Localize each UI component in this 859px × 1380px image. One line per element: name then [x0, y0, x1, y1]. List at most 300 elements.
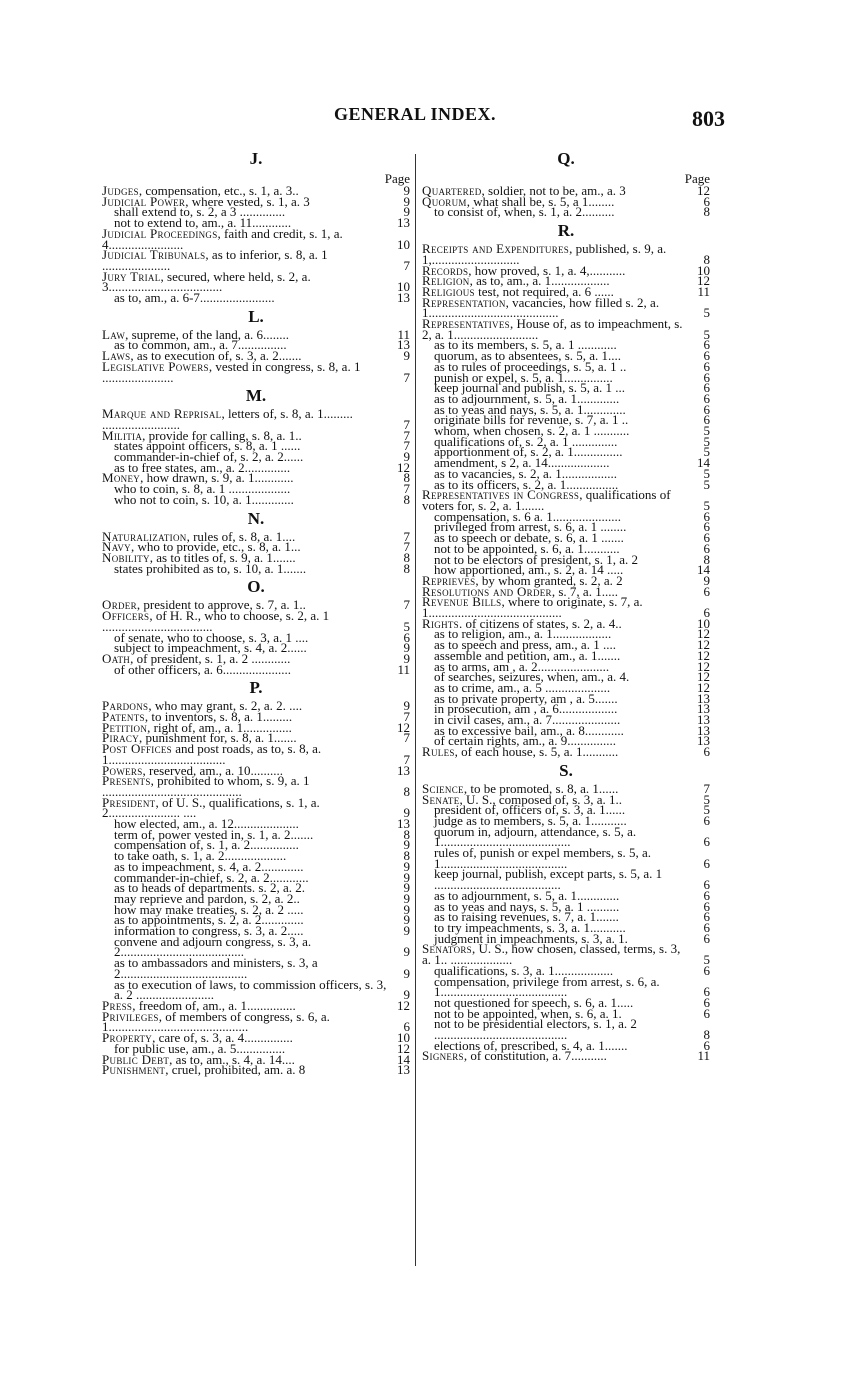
- entry-page-number: 5: [703, 952, 710, 968]
- entry-detail: , letters of, s. 8, a. 1......... ........................: [102, 406, 353, 432]
- entry-heading: Punishment: [102, 1062, 166, 1078]
- entry-heading: Rights: [422, 615, 459, 631]
- entry-page-number: 12: [697, 647, 710, 663]
- entry-heading: Nobility: [102, 549, 150, 565]
- section-letter: L.: [248, 306, 264, 326]
- index-section: [102, 306, 410, 384]
- entry-page-number: 5: [703, 497, 710, 513]
- entry-page-number: 9: [403, 837, 410, 853]
- entry-text: [422, 204, 688, 220]
- index-section: [422, 148, 710, 218]
- entry-page-number: 9: [403, 858, 410, 874]
- right-column: [422, 146, 710, 1062]
- entry-page-number: 7: [403, 730, 410, 746]
- entry-page-number: 8: [403, 470, 410, 486]
- entry-page-number: 12: [697, 679, 710, 695]
- entry-page-number: 6: [703, 930, 710, 946]
- entry-detail: for public use, am., a. 5...............: [114, 1040, 286, 1056]
- entry-detail: as to execution of laws, to commission officers, s. 3, a. 2 ........................: [114, 976, 387, 1003]
- entry-page-number: 6: [703, 812, 710, 828]
- entry-detail: who not to coin, s. 10, a. 1.............: [114, 491, 294, 507]
- entry-detail: quorum, as to absentees, s. 5, a. 1....: [434, 348, 622, 364]
- entry-heading: Law: [102, 326, 126, 342]
- entry-heading: Judges: [102, 183, 139, 198]
- entry-detail: as to arms, am , a. 2......................: [434, 658, 610, 674]
- index-section: [102, 508, 410, 575]
- entry-heading: Senators: [422, 941, 472, 957]
- entry-detail: apportionment of, s. 2, a. 1...............: [434, 444, 623, 460]
- entry-detail: , provide for calling, s. 8, a. 1..: [142, 427, 302, 443]
- entry-detail: , to inventors, s. 8, a. 1.........: [144, 709, 293, 725]
- entry-heading: Judicial Tribunals: [102, 247, 206, 263]
- index-section: [102, 576, 410, 675]
- entry-detail: not to be appointed, s. 6, a. 1...........: [434, 540, 620, 556]
- entry-heading: Receipts and Expenditures: [422, 241, 570, 257]
- column-rule: [415, 154, 416, 1266]
- entry-detail: as to its members, s. 5, a. 1 ............: [434, 337, 617, 353]
- entry-detail: how elected, am., a. 12....................: [114, 816, 299, 832]
- entry-heading: Rules: [422, 744, 455, 760]
- entry-page-number: 13: [397, 762, 410, 778]
- entry-detail: as to rules of proceedings, s. 5, a. 1 ..: [434, 358, 627, 374]
- entry-detail: , cruel, prohibited, am. a. 8: [165, 1062, 306, 1078]
- entry-page-number: 6: [703, 834, 710, 850]
- entry-page-number: 13: [397, 1062, 410, 1078]
- entry-page-number: 8: [403, 549, 410, 565]
- index-subentry: [422, 204, 710, 220]
- entry-detail: , secured, where held, s. 2, a. 3...................................: [102, 268, 311, 295]
- entry-page-number: 7: [403, 528, 410, 544]
- entry-page-number: 7: [403, 751, 410, 767]
- entry-detail: as to speech or debate, s. 6, a. 1 .......: [434, 530, 624, 546]
- entry-detail: , s. 7, a. 1.....: [551, 583, 618, 599]
- entry-page-number: 6: [703, 519, 710, 535]
- entry-heading: Judicial Proceedings: [102, 225, 218, 241]
- entry-detail: keep journal and publish, s. 5, a. 1 ...: [434, 380, 625, 396]
- entry-detail: to take oath, s. 1, a. 2...................: [114, 848, 287, 864]
- entry-page-number: 10: [397, 279, 410, 295]
- entry-heading: Religion: [422, 273, 470, 289]
- entry-page-number: 9: [403, 987, 410, 1003]
- entry-heading: Resolutions and Order: [422, 583, 552, 599]
- section-letter: R.: [557, 221, 575, 241]
- entry-heading: Powers: [102, 762, 143, 778]
- entry-heading: Laws: [102, 348, 131, 364]
- entry-detail: , reserved, am., a. 10..........: [142, 762, 283, 778]
- entry-page-number: 6: [703, 337, 710, 353]
- running-head: [0, 104, 859, 132]
- entry-page-number: 6: [703, 380, 710, 396]
- entry-detail: judgment in impeachments, s. 3, a. 1.: [434, 930, 628, 946]
- entry-page-number: 12: [397, 1040, 410, 1056]
- index-section: [102, 677, 410, 1076]
- entry-detail: , compensation, etc., s. 1, a. 3..: [138, 183, 299, 198]
- entry-page-number: 11: [697, 283, 710, 299]
- entry-page-number: 6: [703, 348, 710, 364]
- entry-detail: as to appointments, s. 2, a. 2.............: [114, 912, 304, 928]
- entry-detail: privileged from arrest, s. 6, a. 1 ........: [434, 519, 627, 535]
- entry-page-number: 6: [703, 540, 710, 556]
- entry-detail: as to vacancies, s. 2, a. 1.................: [434, 465, 618, 481]
- entry-detail: , punishment for, s. 8, a. 1.......: [139, 730, 297, 746]
- entry-detail: not to be appointed, when, s. 6, a. 1.: [434, 1005, 622, 1021]
- entry-page-number: 12: [697, 626, 710, 642]
- entry-page-number: 9: [703, 572, 710, 588]
- entry-heading: Senate: [422, 791, 460, 807]
- entry-detail: amendment, s 2, a. 14...................: [434, 455, 610, 471]
- entry-detail: , how drawn, s. 9, a. 1............: [140, 470, 294, 486]
- entry-page-number: 5: [703, 802, 710, 818]
- entry-detail: , of each house, s. 5, a. 1...........: [454, 744, 619, 760]
- entry-page-number: 6: [703, 583, 710, 599]
- entry-heading: Privileges: [102, 1008, 159, 1024]
- entry-detail: term of, power vested in, s. 1, a. 2.......: [114, 826, 314, 842]
- entry-detail: of searches, seizures, when, am., a. 4.: [434, 669, 630, 685]
- entry-page-number: 12: [697, 273, 710, 289]
- entry-page-number: 6: [703, 390, 710, 406]
- entry-heading: Science: [422, 780, 464, 796]
- entry-page-number: 7: [403, 438, 410, 454]
- entry-page-number: 9: [403, 901, 410, 917]
- entry-page-number: 6: [703, 984, 710, 1000]
- index-subentry: [102, 560, 410, 576]
- entry-heading: Records: [422, 262, 469, 278]
- entry-detail: , who to provide, etc., s. 8, a. 1...: [130, 539, 301, 555]
- entry-detail: as to its officers, s. 2, a. 1................: [434, 476, 619, 492]
- entry-page-number: 9: [403, 183, 410, 198]
- entry-page-number: 9: [403, 650, 410, 666]
- entry-detail: compensation, privilege from arrest, s. 6, a. 1.......................................: [434, 973, 660, 1000]
- entry-heading: Revenue Bills: [422, 594, 502, 610]
- entry-page-number: 6: [403, 629, 410, 645]
- entry-heading: Petition: [102, 719, 148, 735]
- entry-detail: as to free states, am., a. 2..............: [114, 459, 291, 475]
- entry-detail: as to impeachment, s. 4, a. 2.............: [114, 858, 304, 874]
- entry-heading: Jury Trial: [102, 268, 161, 284]
- entry-heading: Quartered: [422, 183, 482, 198]
- entry-page-number: 12: [697, 658, 710, 674]
- index-section: [422, 760, 710, 1062]
- entry-page-number: 14: [397, 1051, 410, 1067]
- entry-page-number: 9: [403, 965, 410, 981]
- entry-detail: , freedom of, am., a. 1...............: [132, 998, 296, 1013]
- index-entry: [422, 1048, 710, 1064]
- entry-heading: Representatives: [422, 316, 510, 332]
- entry-detail: in civil cases, am., a. 7.....................: [434, 712, 621, 728]
- entry-page-number: 8: [403, 848, 410, 864]
- entry-page-number: 6: [703, 855, 710, 871]
- entry-page-number: 9: [403, 640, 410, 656]
- entry-page-number: 5: [703, 465, 710, 481]
- entry-text: [422, 744, 688, 760]
- entry-page-number: 9: [403, 449, 410, 465]
- entry-page-number: 8: [703, 551, 710, 567]
- entry-page-number: 8: [403, 826, 410, 842]
- entry-page-number: 6: [703, 508, 710, 524]
- entry-detail: may reprieve and pardon, s. 2, a. 2..: [114, 890, 300, 906]
- entry-heading: Religious: [422, 283, 475, 299]
- entry-page-number: 6: [403, 1019, 410, 1035]
- entry-page-number: 12: [397, 719, 410, 735]
- entry-page-number: 13: [397, 215, 410, 231]
- entry-page-number: 7: [403, 369, 410, 385]
- entry-heading: Presents: [102, 773, 151, 789]
- entry-heading: Post Offices: [102, 741, 172, 757]
- entry-text: [102, 290, 388, 306]
- entry-page-number: 9: [403, 890, 410, 906]
- entry-text: [102, 560, 388, 576]
- entry-detail: , vested in congress, s. 8, a. 1 ......................: [102, 358, 361, 385]
- entry-detail: , qualifications of voters for, s. 2, a. 1.......: [422, 487, 671, 513]
- entry-heading: Press: [102, 998, 133, 1013]
- entry-detail: , what shall be, s. 5, a 1........: [466, 193, 615, 209]
- entry-detail: how may make treaties, s. 2, a. 2 .....: [114, 901, 304, 917]
- entry-detail: originate bills for revenue, s. 7, a. 1 ..: [434, 412, 629, 428]
- entry-detail: not questioned for speech, s. 6, a. 1.....: [434, 994, 634, 1010]
- entry-detail: states prohibited as to, s. 10, a. 1.......: [114, 560, 307, 576]
- entry-page-number: 5: [703, 791, 710, 807]
- entry-page-number: 12: [697, 669, 710, 685]
- entry-page-number: 14: [697, 562, 710, 578]
- entry-detail: , how proved, s. 1, a. 4,...........: [468, 262, 626, 278]
- entry-detail: as to raising revenues, s. 7, a. 1.......: [434, 909, 619, 925]
- entry-page-number: 7: [403, 597, 410, 613]
- entry-detail: , soldier, not to be, am., a. 3: [481, 183, 626, 198]
- entry-detail: compensation of, s. 1, a. 2...............: [114, 837, 299, 853]
- entry-detail: to consist of, when, s. 1, a. 2..........: [434, 204, 615, 220]
- entry-page-number: 6: [703, 530, 710, 546]
- entry-page-number: 10: [397, 1030, 410, 1046]
- entry-detail: how apportioned, am., s. 2, a. 14 .....: [434, 562, 624, 578]
- entry-detail: as to excessive bail, am., a. 8............: [434, 722, 624, 738]
- entry-detail: , as to, am., a. 1..................: [469, 273, 610, 289]
- entry-detail: as to religion, am., a. 1..................: [434, 626, 612, 642]
- entry-page-number: 6: [703, 962, 710, 978]
- entry-page-number: 9: [403, 944, 410, 960]
- entry-page-number: 13: [397, 337, 410, 353]
- entry-detail: as to speech and press, am., a. 1 ....: [434, 637, 616, 653]
- entry-page-number: 7: [703, 780, 710, 796]
- entry-page-number: 6: [703, 744, 710, 760]
- entry-page-number: 6: [703, 412, 710, 428]
- entry-detail: , as to, am., s. 4, a. 14....: [169, 1051, 295, 1067]
- entry-detail: assemble and petition, am., a. 1.......: [434, 647, 621, 663]
- entry-text: [102, 358, 388, 385]
- entry-detail: commander-in-chief, s. 2, a. 2............: [114, 869, 309, 885]
- entry-detail: as to, am., a. 6-7.......................: [114, 290, 275, 306]
- entry-heading: Militia: [102, 427, 143, 443]
- entry-page-number: 9: [403, 923, 410, 939]
- entry-page-number: 6: [703, 193, 710, 209]
- entry-page-number: 13: [697, 690, 710, 706]
- section-letter: S.: [559, 760, 573, 780]
- entry-detail: , as to execution of, s. 3, a. 2.......: [130, 348, 302, 364]
- entry-heading: Signers: [422, 1048, 464, 1064]
- entry-detail: , of constitution, a. 7...........: [463, 1048, 607, 1064]
- entry-page-number: 10: [697, 262, 710, 278]
- entry-page-number: 8: [403, 783, 410, 799]
- entry-page-number: 5: [703, 433, 710, 449]
- entry-page-number: 12: [697, 637, 710, 653]
- entry-heading: Order: [102, 597, 137, 613]
- entry-detail: , vacancies, how filled s. 2, a. 1........................................: [422, 294, 660, 321]
- entry-heading: Quorum: [422, 193, 467, 209]
- section-letter: P.: [249, 678, 263, 698]
- entry-page-number: 6: [703, 898, 710, 914]
- entry-detail: , to be promoted, s. 8, a. 1......: [463, 780, 619, 796]
- entry-detail: , of president, s. 1, a. 2 ............: [130, 650, 291, 666]
- entry-page-number: 13: [697, 712, 710, 728]
- left-column: [102, 146, 410, 1076]
- entry-detail: as to heads of departments. s. 2, a. 2.: [114, 880, 305, 896]
- entry-page-number: 11: [397, 661, 410, 677]
- index-entry: [422, 744, 710, 760]
- entry-page-number: 13: [697, 733, 710, 749]
- entry-heading: Property: [102, 1030, 153, 1046]
- entry-detail: in prosecution, am , a. 6..................: [434, 701, 618, 717]
- entry-heading: President: [102, 794, 156, 810]
- index-entry: [102, 358, 410, 385]
- entry-page-number: 6: [703, 909, 710, 925]
- entry-detail: quorum in, adjourn, attendance, s. 5, a. 1........................................: [434, 823, 637, 850]
- entry-detail: , House of, as to impeachment, s. 2, a. 1..........................: [422, 316, 683, 342]
- entry-page-number: 8: [703, 204, 710, 220]
- entry-page-number: 6: [703, 1005, 710, 1021]
- index-subentry: [102, 290, 410, 306]
- entry-page-number: 6: [703, 605, 710, 621]
- entry-detail: , where to originate, s. 7, a. 1.........................................: [422, 594, 643, 621]
- index-entry: [102, 1062, 410, 1078]
- index-subentry: [102, 661, 410, 677]
- entry-page-number: 6: [703, 920, 710, 935]
- entry-page-number: 6: [703, 1037, 710, 1053]
- entry-page-number: 5: [703, 476, 710, 492]
- entry-page-number: 7: [403, 709, 410, 725]
- entry-page-number: 9: [403, 880, 410, 896]
- entry-detail: , who may grant, s. 2, a. 2. ....: [148, 698, 303, 714]
- entry-detail: , as to titles of, s. 9, a. 1.......: [149, 549, 296, 565]
- entry-heading: Navy: [102, 539, 131, 555]
- entry-page-number: 12: [697, 183, 710, 198]
- entry-detail: , care of, s. 3, a. 4...............: [152, 1030, 293, 1046]
- entry-detail: subject to impeachment, s. 4, a. 2......: [114, 640, 307, 656]
- entry-detail: rules of, punish or expel members, s. 5, a. 1.......................................: [434, 845, 651, 871]
- entry-heading: Representatives in Congress: [422, 487, 580, 503]
- entry-detail: , as to inferior, s. 8, a. 1 .....................: [102, 247, 328, 273]
- entry-page-number: 13: [397, 290, 410, 306]
- entry-detail: as to adjournment, s. 5, a. 1.............: [434, 887, 620, 903]
- entry-detail: of senate, who to choose, s. 3, a. 1 ....: [114, 629, 309, 645]
- entry-heading: Legislative Powers: [102, 358, 209, 374]
- index-section: [422, 220, 710, 758]
- entry-detail: , right of, am., a. 1...............: [147, 719, 292, 735]
- entry-page-number: 6: [703, 887, 710, 903]
- entry-detail: who to coin, s. 8, a. 1 ...................: [114, 481, 291, 497]
- entry-page-number: 14: [697, 455, 710, 471]
- entry-page-number: 9: [403, 912, 410, 928]
- entry-text: [422, 1048, 688, 1064]
- entry-detail: of certain rights, am., a. 9...............: [434, 733, 616, 749]
- entry-page-number: 7: [403, 257, 410, 273]
- entry-detail: elections of, prescribed, s. 4, a. 1.......: [434, 1037, 628, 1053]
- entry-heading: Officers: [102, 608, 150, 624]
- entry-detail: , of members of congress, s. 6, a. 1...........................................: [102, 1008, 330, 1035]
- entry-page-number: 6: [703, 877, 710, 893]
- entry-page-number: 8: [403, 491, 410, 507]
- entry-detail: commander-in-chief of, s. 2, a. 2......: [114, 449, 304, 465]
- entry-page-number: 7: [403, 416, 410, 432]
- entry-detail: as to private property, am , a. 5.......: [434, 690, 618, 706]
- entry-detail: not to extend to, am., a. 11............: [114, 215, 292, 231]
- entry-page-number: 13: [697, 722, 710, 738]
- entry-detail: and post roads, as to, s. 8, a. 1....................................: [102, 741, 322, 767]
- entry-page-number: 8: [403, 560, 410, 576]
- entry-detail: qualifications, s. 3, a. 1..................: [434, 962, 614, 978]
- entry-detail: punish or expel, s. 5, a. 1...............: [434, 369, 613, 385]
- entry-page-number: 7: [403, 481, 410, 497]
- entry-heading: Reprieves: [422, 572, 476, 588]
- entry-detail: as to adjournment, s. 5, a. 1.............: [434, 390, 620, 406]
- entry-detail: test, not required, a. 6 ......: [474, 283, 614, 299]
- section-letter: Q.: [557, 149, 575, 168]
- entry-detail: , prohibited to whom, s. 9, a. 1 ...........................................: [102, 773, 310, 799]
- entry-detail: , faith and credit, s. 1, a. 4.......................: [102, 225, 343, 252]
- entry-heading: Public Debt: [102, 1051, 170, 1067]
- entry-detail: , where vested, s. 1, a. 3: [185, 193, 310, 209]
- entry-detail: of other officers, a. 6.....................: [114, 661, 292, 677]
- entry-detail: , supreme, of the land, a. 6........: [125, 326, 290, 342]
- entry-detail: information to congress, s. 3, a. 2.....: [114, 923, 304, 939]
- entry-heading: Pardons: [102, 698, 149, 714]
- entry-detail: convene and adjourn congress, s. 3, a. 2......................................: [114, 933, 312, 960]
- entry-page-number: 9: [403, 204, 410, 220]
- entry-detail: keep journal, publish, except parts, s. 5, a. 1 .......................................: [434, 866, 663, 893]
- entry-page-number: 6: [703, 358, 710, 374]
- entry-page-number: 5: [703, 326, 710, 342]
- entry-page-number: 6: [703, 994, 710, 1010]
- entry-detail: , president to approve, s. 7, a. 1..: [136, 597, 306, 613]
- entry-detail: judge as to members, s. 5, a. 1...........: [434, 812, 627, 828]
- entry-detail: as to crime, am., a. 5 ....................: [434, 679, 611, 695]
- entry-heading: Judicial Power: [102, 193, 186, 209]
- entry-page-number: 10: [397, 236, 410, 252]
- entry-page-number: 13: [697, 701, 710, 717]
- entry-heading: Piracy: [102, 730, 140, 746]
- entry-detail: states appoint officers, s. 8, a. 1 ......: [114, 438, 301, 454]
- entry-detail: , U. S., how chosen, classed, terms, s. 3, a. 1.. ...................: [422, 941, 681, 968]
- entry-heading: Money: [102, 470, 141, 486]
- entry-detail: , rules of, s. 8, a. 1....: [186, 528, 296, 544]
- entry-heading: Representation: [422, 294, 506, 310]
- entry-heading: Oath: [102, 650, 131, 666]
- index-section: [102, 385, 410, 505]
- entry-detail: shall extend to, s. 2, a 3 ..............: [114, 204, 286, 220]
- page-column-label: Page: [384, 171, 410, 186]
- entry-detail: whom, when chosen, s. 2, a. 1 ...........: [434, 423, 630, 439]
- entry-detail: , published, s. 9, a. 1,...........................: [422, 241, 667, 267]
- entry-page-number: 7: [403, 427, 410, 443]
- entry-page-number: 9: [403, 348, 410, 364]
- entry-page-number: 6: [703, 369, 710, 385]
- entry-detail: . of citizens of states, s. 2, a. 4..: [458, 615, 622, 631]
- entry-page-number: 9: [403, 869, 410, 885]
- entry-page-number: 13: [397, 816, 410, 832]
- entry-page-number: 8: [703, 1027, 710, 1043]
- index-subentry: [102, 491, 410, 507]
- index-section: [102, 148, 410, 304]
- entry-text: [102, 661, 388, 677]
- entry-page-number: 9: [403, 805, 410, 821]
